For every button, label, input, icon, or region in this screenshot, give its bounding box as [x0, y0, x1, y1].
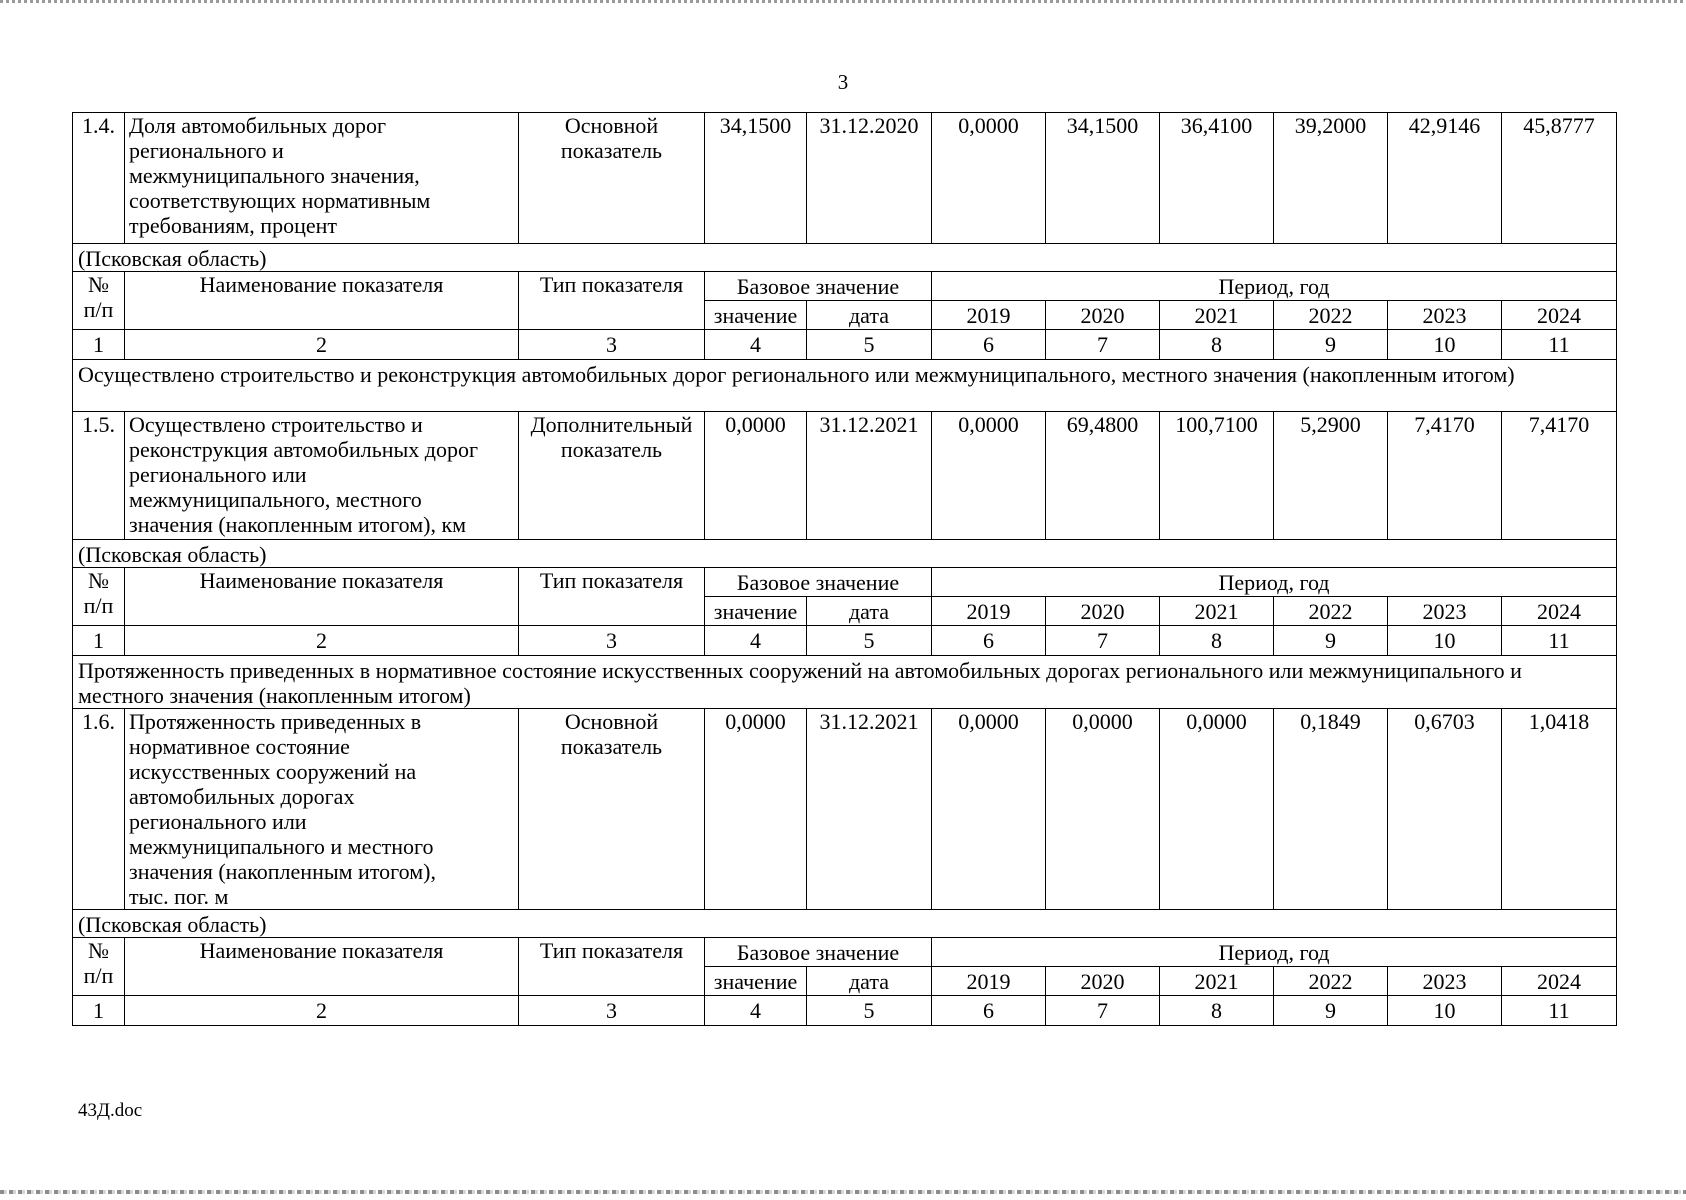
- header-period: Период, год: [932, 938, 1617, 967]
- year-value-2024: 1,0418: [1502, 709, 1617, 910]
- header-name: Наименование показателя: [125, 938, 519, 996]
- column-number-4: 4: [705, 330, 807, 360]
- base-date: 31.12.2021: [807, 412, 932, 540]
- column-number-9: 9: [1274, 996, 1388, 1026]
- header-year-2024: 2024: [1502, 597, 1617, 626]
- column-number-3: 3: [519, 626, 705, 656]
- indicator-number: 1.4.: [73, 113, 125, 244]
- region-label: (Псковская область): [73, 910, 1617, 938]
- header-year-2023: 2023: [1388, 967, 1502, 996]
- section-title: Осуществлено строительство и реконструкция автомобильных дорог регионального или межмуниципального, местного значения (накопленным итогом): [73, 360, 1617, 412]
- column-number-6: 6: [932, 330, 1046, 360]
- header-period: Период, год: [932, 272, 1617, 301]
- column-number-3: 3: [519, 996, 705, 1026]
- scan-edge-top: [0, 0, 1686, 3]
- indicator-row: [73, 412, 1617, 540]
- column-number-8: 8: [1160, 330, 1274, 360]
- header-year-2020: 2020: [1046, 597, 1160, 626]
- indicator-number: 1.6.: [73, 709, 125, 910]
- year-value-2020: 0,0000: [1046, 709, 1160, 910]
- footer-filename: 43Д.doc: [78, 1100, 143, 1121]
- column-number-11: 11: [1502, 996, 1617, 1026]
- base-value: 0,0000: [705, 709, 807, 910]
- column-number-1: 1: [73, 626, 125, 656]
- indicator-number: 1.5.: [73, 412, 125, 540]
- page-number: 3: [837, 70, 849, 94]
- header-year-2021: 2021: [1160, 597, 1274, 626]
- column-number-2: 2: [125, 330, 519, 360]
- year-value-2022: 5,2900: [1274, 412, 1388, 540]
- column-number-11: 11: [1502, 330, 1617, 360]
- year-value-2024: 7,4170: [1502, 412, 1617, 540]
- header-date: дата: [807, 301, 932, 330]
- header-year-2022: 2022: [1274, 301, 1388, 330]
- header-year-2022: 2022: [1274, 967, 1388, 996]
- header-year-2023: 2023: [1388, 597, 1502, 626]
- column-number-8: 8: [1160, 626, 1274, 656]
- header-type: Тип показателя: [519, 568, 705, 626]
- header-type: Тип показателя: [519, 938, 705, 996]
- column-number-1: 1: [73, 996, 125, 1026]
- column-number-7: 7: [1046, 626, 1160, 656]
- year-value-2022: 0,1849: [1274, 709, 1388, 910]
- header-name: Наименование показателя: [125, 568, 519, 626]
- region-row: [73, 540, 1617, 568]
- indicator-name: Протяженность приведенных в нормативное состояние искусственных сооружений на автомобильных дорогах регионального или межмуниципального и местного значения (накопленным итогом), тыс. пог. м: [125, 709, 519, 910]
- header-row-1: [73, 938, 1617, 967]
- year-value-2022: 39,2000: [1274, 113, 1388, 244]
- header-date: дата: [807, 967, 932, 996]
- year-value-2023: 7,4170: [1388, 412, 1502, 540]
- year-value-2021: 100,7100: [1160, 412, 1274, 540]
- base-value: 34,1500: [705, 113, 807, 244]
- column-number-9: 9: [1274, 626, 1388, 656]
- column-number-7: 7: [1046, 996, 1160, 1026]
- indicators-table: [72, 112, 1617, 1026]
- column-number-7: 7: [1046, 330, 1160, 360]
- year-value-2020: 69,4800: [1046, 412, 1160, 540]
- year-value-2019: 0,0000: [932, 412, 1046, 540]
- header-base-value: Базовое значение: [705, 938, 932, 967]
- year-value-2019: 0,0000: [932, 709, 1046, 910]
- indicator-type: Дополнительный показатель: [519, 412, 705, 540]
- header-year-2022: 2022: [1274, 597, 1388, 626]
- base-date: 31.12.2020: [807, 113, 932, 244]
- header-base-value: Базовое значение: [705, 568, 932, 597]
- header-year-2024: 2024: [1502, 967, 1617, 996]
- year-value-2019: 0,0000: [932, 113, 1046, 244]
- header-name: Наименование показателя: [125, 272, 519, 330]
- column-number-11: 11: [1502, 626, 1617, 656]
- region-row: [73, 910, 1617, 938]
- indicator-name: Осуществлено строительство и реконструкция автомобильных дорог регионального или межмуниципального, местного значения (накопленным итогом), км: [125, 412, 519, 540]
- section-title: Протяженность приведенных в нормативное состояние искусственных сооружений на автомобильных дорогах регионального или межмуниципального и местного значения (накопленным итогом): [73, 656, 1617, 709]
- year-value-2023: 0,6703: [1388, 709, 1502, 910]
- year-value-2020: 34,1500: [1046, 113, 1160, 244]
- indicator-row: [73, 113, 1617, 244]
- column-number-5: 5: [807, 626, 932, 656]
- header-value: значение: [705, 301, 807, 330]
- header-year-2020: 2020: [1046, 301, 1160, 330]
- indicator-name: Доля автомобильных дорог регионального и межмуниципального значения, соответствующих нормативным требованиям, процент: [125, 113, 519, 244]
- column-number-4: 4: [705, 996, 807, 1026]
- year-value-2021: 36,4100: [1160, 113, 1274, 244]
- column-number-5: 5: [807, 330, 932, 360]
- base-value: 0,0000: [705, 412, 807, 540]
- column-number-8: 8: [1160, 996, 1274, 1026]
- section-title-row: [73, 360, 1617, 412]
- year-value-2023: 42,9146: [1388, 113, 1502, 244]
- header-base-value: Базовое значение: [705, 272, 932, 301]
- header-year-2023: 2023: [1388, 301, 1502, 330]
- scan-edge-bottom: [0, 1190, 1686, 1194]
- column-number-2: 2: [125, 996, 519, 1026]
- column-number-9: 9: [1274, 330, 1388, 360]
- column-number-10: 10: [1388, 330, 1502, 360]
- year-value-2021: 0,0000: [1160, 709, 1274, 910]
- header-type: Тип показателя: [519, 272, 705, 330]
- column-number-4: 4: [705, 626, 807, 656]
- header-year-2019: 2019: [932, 301, 1046, 330]
- header-value: значение: [705, 597, 807, 626]
- header-year-2019: 2019: [932, 967, 1046, 996]
- header-year-2024: 2024: [1502, 301, 1617, 330]
- column-numbers-row: [73, 626, 1617, 656]
- column-numbers-row: [73, 330, 1617, 360]
- region-row: [73, 244, 1617, 272]
- header-year-2021: 2021: [1160, 301, 1274, 330]
- region-label: (Псковская область): [73, 540, 1617, 568]
- column-numbers-row: [73, 996, 1617, 1026]
- column-number-3: 3: [519, 330, 705, 360]
- header-number: № п/п: [73, 272, 125, 330]
- column-number-1: 1: [73, 330, 125, 360]
- indicator-row: [73, 709, 1617, 910]
- indicator-type: Основной показатель: [519, 709, 705, 910]
- header-row-1: [73, 568, 1617, 597]
- header-value: значение: [705, 967, 807, 996]
- indicator-type: Основной показатель: [519, 113, 705, 244]
- section-title-row: [73, 656, 1617, 709]
- header-year-2019: 2019: [932, 597, 1046, 626]
- column-number-2: 2: [125, 626, 519, 656]
- header-date: дата: [807, 597, 932, 626]
- year-value-2024: 45,8777: [1502, 113, 1617, 244]
- column-number-6: 6: [932, 626, 1046, 656]
- column-number-10: 10: [1388, 626, 1502, 656]
- header-year-2020: 2020: [1046, 967, 1160, 996]
- header-number: № п/п: [73, 568, 125, 626]
- base-date: 31.12.2021: [807, 709, 932, 910]
- region-label: (Псковская область): [73, 244, 1617, 272]
- header-period: Период, год: [932, 568, 1617, 597]
- header-row-1: [73, 272, 1617, 301]
- column-number-5: 5: [807, 996, 932, 1026]
- column-number-10: 10: [1388, 996, 1502, 1026]
- header-year-2021: 2021: [1160, 967, 1274, 996]
- header-number: № п/п: [73, 938, 125, 996]
- column-number-6: 6: [932, 996, 1046, 1026]
